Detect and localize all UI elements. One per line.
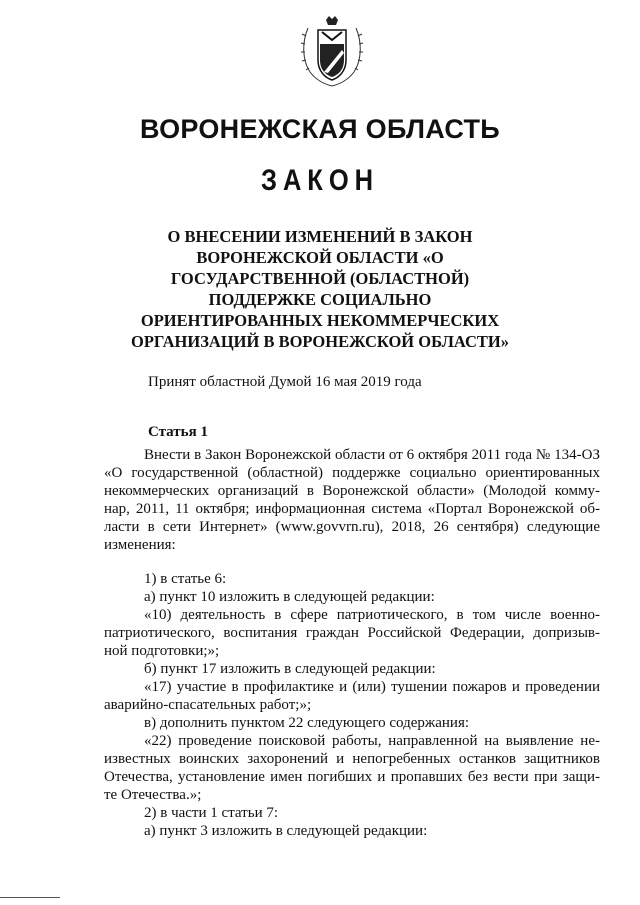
list-item: 1) в статье 6: [144,571,227,587]
text-line: ной подготовки;»; [104,643,220,659]
law-title [120,226,520,352]
document-type: ЗАКОН [261,164,379,197]
text-line: изменения: [104,537,176,553]
text-line: те Отечества.»; [104,787,202,803]
region-name: ВОРОНЕЖСКАЯ ОБЛАСТЬ [139,114,501,144]
law-title-line: ОРИЕНТИРОВАННЫХ НЕКОММЕРЧЕСКИХ [140,311,500,330]
list-item: а) пункт 10 изложить в следующей редакции: [144,589,435,605]
law-title-line: ГОСУДАРСТВЕННОЙ (ОБЛАСТНОЙ) [170,269,470,288]
text-line: патриотического, воспитания граждан Российской Федерации, допризыв- [104,625,600,641]
text-line: «17) участие в профилактике и (или) тушении пожаров и проведении [144,679,600,695]
law-title-line: ОРГАНИЗАЦИЙ В ВОРОНЕЖСКОЙ ОБЛАСТИ» [131,332,509,351]
text-line: некоммерческих организаций в Воронежской области» (Молодой комму- [104,483,600,499]
text-line: «22) проведение поисковой работы, направленной на выявление не- [144,733,600,749]
text-line: аварийно-спасательных работ;»; [104,697,312,713]
law-title-line: ПОДДЕРЖКЕ СОЦИАЛЬНО [208,290,432,309]
text-line: «10) деятельность в сфере патриотического, в том числе военно- [144,607,600,623]
list-item: 2) в части 1 статьи 7: [144,805,279,821]
footnote-divider [0,897,60,898]
text-line: «О государственной (областной) поддержке социально ориентированных [104,465,600,481]
text-line: ласти в сети Интернет» (www.govvrn.ru), 2018, 26 сентября) следующие [104,519,600,535]
article-intro [104,446,600,554]
law-title-line: О ВНЕСЕНИИ ИЗМЕНЕНИЙ В ЗАКОН [167,227,473,246]
list-item: в) дополнить пунктом 22 следующего содержания: [144,715,470,731]
article-heading: Статья 1 [148,424,208,440]
law-title-line: ВОРОНЕЖСКОЙ ОБЛАСТИ «О [196,248,444,267]
adoption-date: Принят областной Думой 16 мая 2019 года [148,374,422,390]
text-line: известных воинских захоронений и непогребенных останков защитников [104,751,600,767]
amendment-list [104,570,600,840]
text-line: нар, 2011, 11 октября; информационная система «Портал Воронежской об- [104,501,600,517]
list-item: а) пункт 3 изложить в следующей редакции: [144,823,428,839]
list-item: б) пункт 17 изложить в следующей редакции: [144,661,436,677]
coat-of-arms-emblem [298,14,366,88]
text-line: Отечества, установление имен погибших и пропавших без вести при защи- [104,769,600,785]
text-line: Внести в Закон Воронежской области от 6 октября 2011 года № 134-ОЗ [144,447,600,463]
